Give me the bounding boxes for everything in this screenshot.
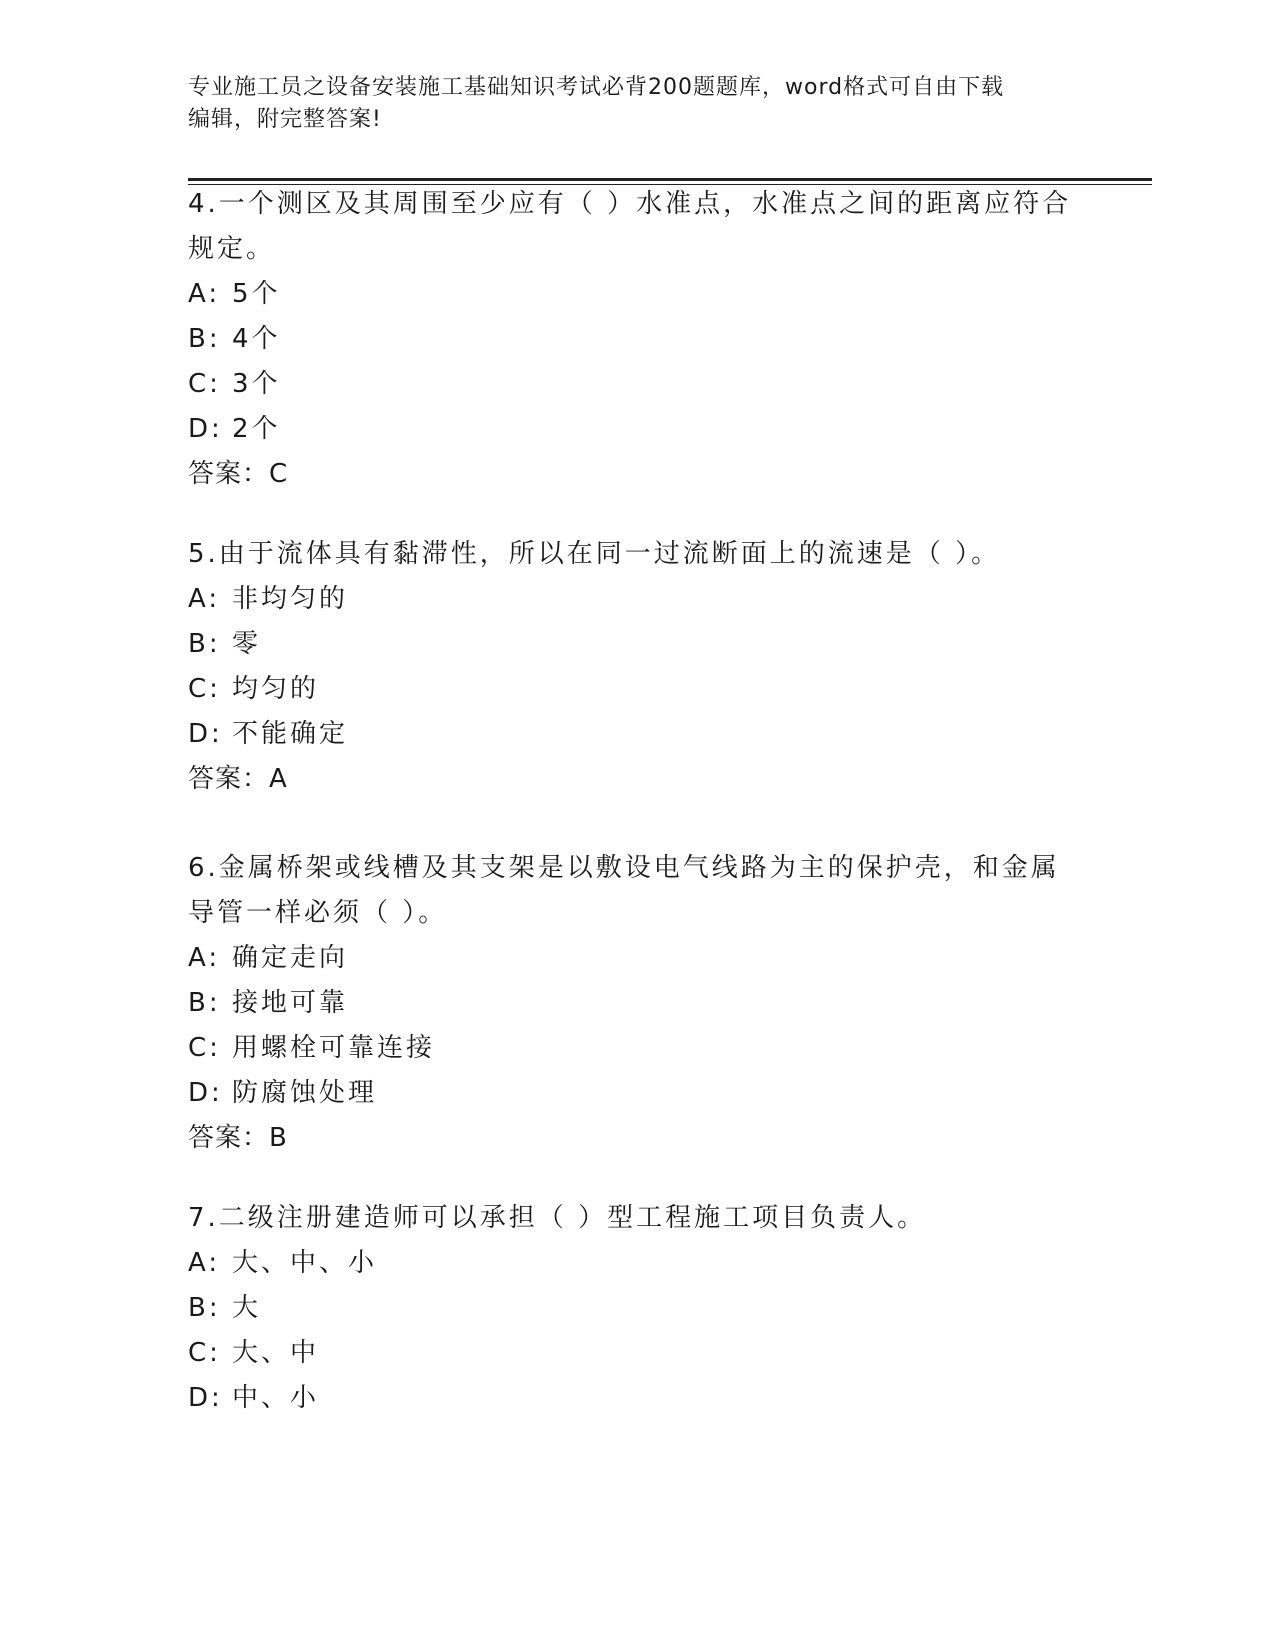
option-d xyxy=(188,712,1088,757)
question-7 xyxy=(188,1196,1088,1421)
option-letter: C: xyxy=(188,1338,221,1368)
option-letter: C: xyxy=(188,674,221,704)
document-header xyxy=(188,72,1088,136)
option-text: 均匀的 xyxy=(232,674,320,704)
option-letter: A: xyxy=(188,1248,221,1278)
question-stem: 4.一个测区及其周围至少应有（ ）水准点，水准点之间的距离应符合 xyxy=(188,189,1072,219)
option-a xyxy=(188,272,1088,317)
option-text: 用螺栓可靠连接 xyxy=(232,1033,436,1063)
option-text: 2个 xyxy=(232,414,281,444)
option-text: 大、中 xyxy=(232,1338,320,1368)
option-b xyxy=(188,622,1088,667)
option-c xyxy=(188,1026,1088,1071)
option-letter: B: xyxy=(188,324,221,354)
option-d xyxy=(188,1376,1088,1421)
option-a xyxy=(188,1241,1088,1286)
option-text: 接地可靠 xyxy=(232,988,349,1018)
option-letter: A: xyxy=(188,279,221,309)
question-stem-continued: 导管一样必须（ ）。 xyxy=(188,898,448,928)
option-letter: D: xyxy=(188,719,223,749)
option-letter: D: xyxy=(188,1383,223,1413)
header-line-2: 编辑，附完整答案! xyxy=(188,107,382,132)
question-6 xyxy=(188,846,1088,1161)
option-d xyxy=(188,407,1088,452)
question-stem: 7.二级注册建造师可以承担（ ）型工程施工项目负责人。 xyxy=(188,1203,927,1233)
header-line-1: 专业施工员之设备安装施工基础知识考试必背200题题库，word格式可自由下载 xyxy=(188,75,1005,100)
option-letter: A: xyxy=(188,943,221,973)
option-letter: B: xyxy=(188,1293,221,1323)
question-stem: 5.由于流体具有黏滞性，所以在同一过流断面上的流速是（ ）。 xyxy=(188,539,1001,569)
option-letter: A: xyxy=(188,584,221,614)
option-text: 零 xyxy=(232,629,262,659)
option-text: 防腐蚀处理 xyxy=(232,1078,378,1108)
option-d xyxy=(188,1071,1088,1116)
option-c xyxy=(188,362,1088,407)
option-c xyxy=(188,667,1088,712)
option-text: 5个 xyxy=(232,279,281,309)
option-b xyxy=(188,1286,1088,1331)
option-letter: C: xyxy=(188,1033,221,1063)
option-letter: D: xyxy=(188,414,223,444)
option-text: 3个 xyxy=(232,369,281,399)
option-letter: B: xyxy=(188,988,221,1018)
question-5 xyxy=(188,532,1088,802)
option-a xyxy=(188,577,1088,622)
option-text: 不能确定 xyxy=(232,719,349,749)
header-divider-thick xyxy=(188,178,1152,181)
question-4 xyxy=(188,182,1088,497)
answer-line: 答案：C xyxy=(188,459,289,489)
option-text: 非均匀的 xyxy=(232,584,349,614)
option-a xyxy=(188,936,1088,981)
option-c xyxy=(188,1331,1088,1376)
option-letter: B: xyxy=(188,629,221,659)
option-text: 大、中、小 xyxy=(232,1248,378,1278)
option-b xyxy=(188,317,1088,362)
option-b xyxy=(188,981,1088,1026)
option-text: 中、小 xyxy=(232,1383,320,1413)
question-stem: 6.金属桥架或线槽及其支架是以敷设电气线路为主的保护壳，和金属 xyxy=(188,853,1060,883)
option-text: 确定走向 xyxy=(232,943,349,973)
option-letter: C: xyxy=(188,369,221,399)
question-stem-continued: 规定。 xyxy=(188,234,276,264)
answer-line: 答案：A xyxy=(188,764,288,794)
option-text: 4个 xyxy=(232,324,281,354)
option-letter: D: xyxy=(188,1078,223,1108)
option-text: 大 xyxy=(232,1293,262,1323)
answer-line: 答案：B xyxy=(188,1123,288,1153)
